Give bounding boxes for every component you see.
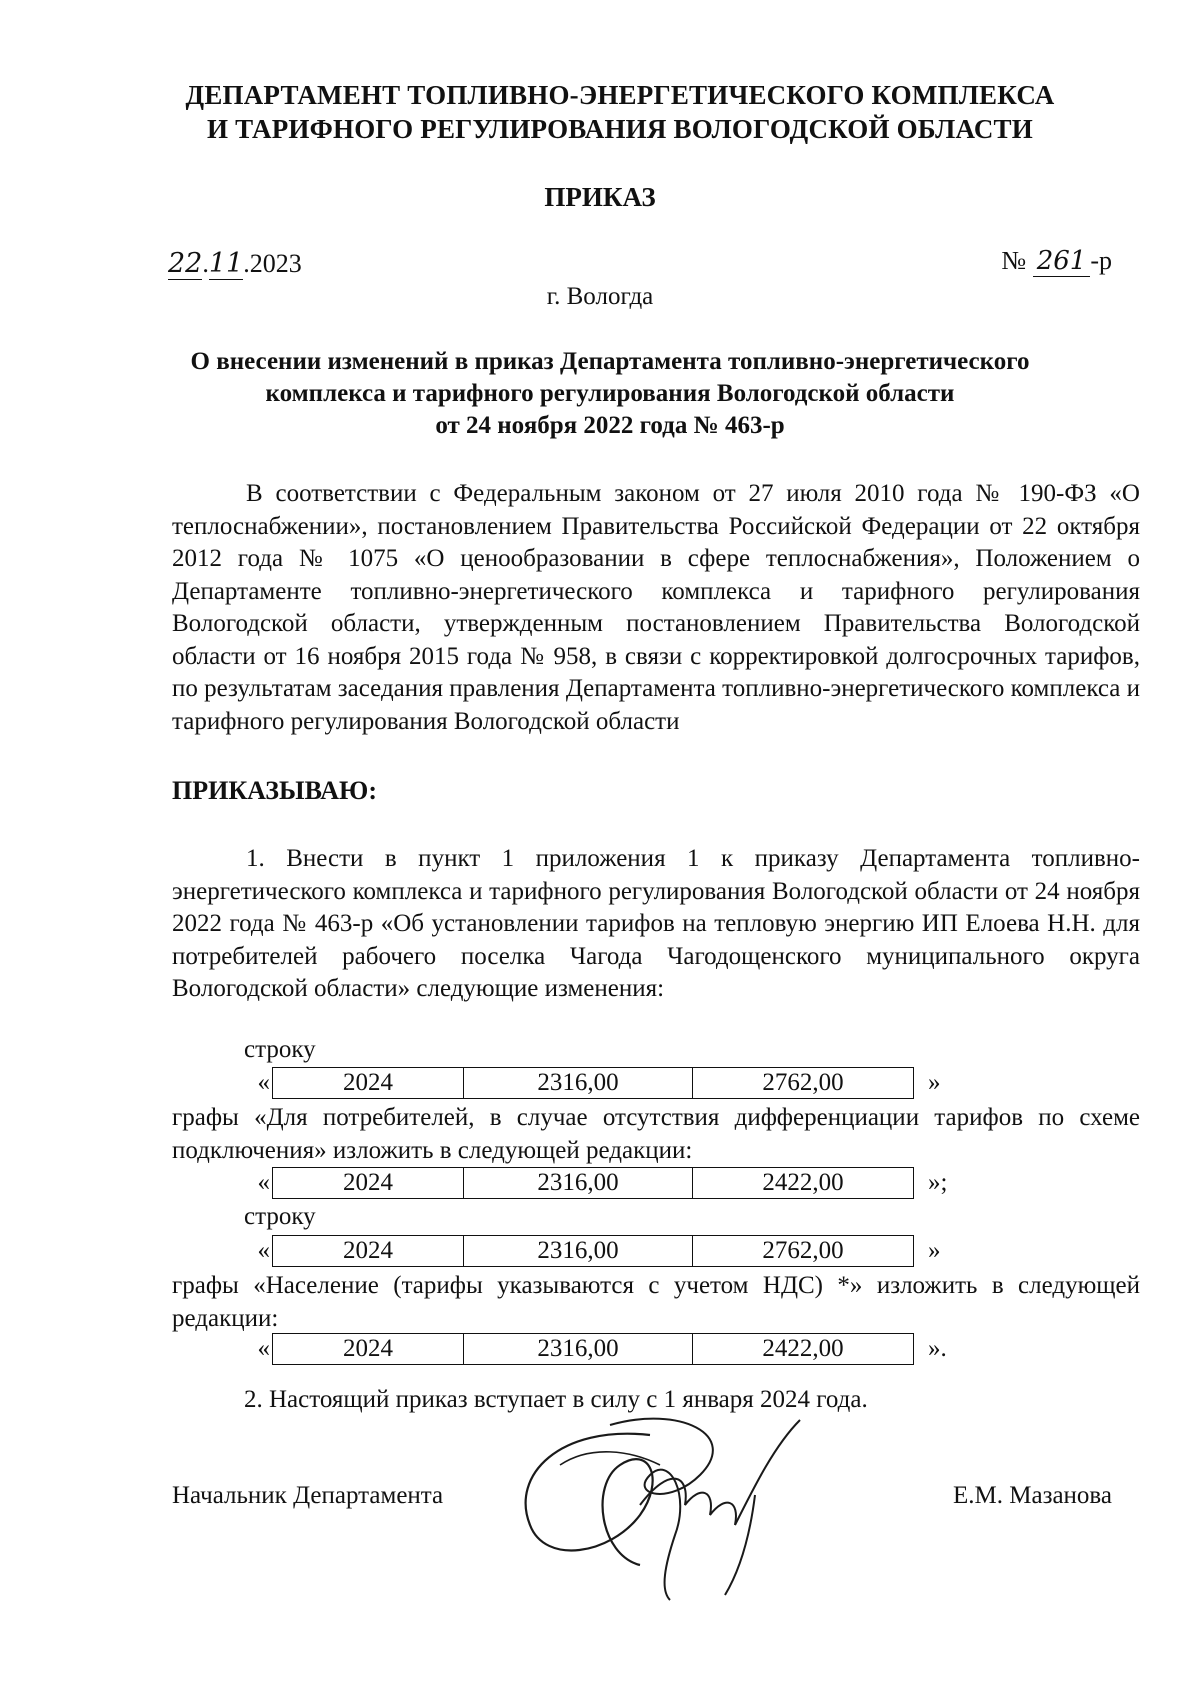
quote-open: «: [257, 1069, 270, 1096]
quote-open: «: [257, 1335, 270, 1362]
item-1-text: 1. Внести в пункт 1 приложения 1 к приказу Департамента топливно-энергетического комплекса и тарифного регулирования Вологодской области от 24 ноября 2022 года № 463-р «Об установлении тарифов на тепловую энергию ИП Елоева Н.Н. для потребителей рабочего поселка Чагода Чагодощенского муниципального округа Вологодской области» следующие изменения:: [172, 845, 1140, 1002]
department-line-2: И ТАРИФНОГО РЕГУЛИРОВАНИЯ ВОЛОГОДСКОЙ ОБЛАСТИ: [207, 114, 1033, 144]
item-1-paragraph: [172, 843, 1140, 1006]
document-type: ПРИКАЗ: [544, 182, 656, 212]
table-row: [252, 1333, 947, 1365]
number-handwritten: 261: [1033, 246, 1091, 277]
cell-year: 2024: [273, 1334, 464, 1364]
subject-line-2: комплекса и тарифного регулирования Вологодской области: [265, 380, 955, 407]
cell-tariff-2: 2762,00: [762, 1069, 844, 1096]
signatory-role: Начальник Департамента: [172, 1482, 444, 1509]
label-stroku-2: строку: [244, 1203, 316, 1230]
cell-tariff-1: 2316,00: [464, 1236, 693, 1266]
cell-tariff-2: 2422,00: [762, 1335, 844, 1362]
subject-line-1: О внесении изменений в приказ Департамента топливно-энергетического: [190, 348, 1030, 375]
quote-close: »;: [928, 1169, 948, 1196]
department-line-1: ДЕПАРТАМЕНТ ТОПЛИВНО-ЭНЕРГЕТИЧЕСКОГО КОМПЛЕКСА: [185, 80, 1055, 110]
table-row: [252, 1067, 941, 1099]
cell-year: 2024: [273, 1236, 464, 1266]
order-subject: [150, 346, 1070, 442]
department-header: [120, 78, 1120, 146]
city: г. Вологда: [546, 283, 654, 310]
table-row: [252, 1235, 941, 1267]
cell-tariff-1: 2316,00: [464, 1068, 693, 1098]
date-month-handwritten: 11: [208, 248, 244, 279]
cell-tariff-2: 2422,00: [762, 1169, 844, 1196]
quote-close: »: [928, 1069, 941, 1096]
number-suffix: -р: [1090, 246, 1112, 275]
cell-year: 2024: [273, 1168, 464, 1198]
date-day-handwritten: 22: [168, 248, 203, 279]
handwritten-signature: [500, 1405, 820, 1605]
preamble-paragraph: [172, 478, 1140, 738]
cell-tariff-1: 2316,00: [464, 1168, 693, 1198]
graphs-2-text: графы «Население (тарифы указываются с учетом НДС) *» изложить в следующей редакции:: [172, 1272, 1140, 1332]
quote-close: ».: [928, 1335, 947, 1362]
label-stroku-1: строку: [244, 1036, 316, 1063]
quote-open: «: [257, 1169, 270, 1196]
quote-close: »: [928, 1237, 941, 1264]
order-word: ПРИКАЗЫВАЮ:: [172, 776, 377, 805]
date-year: .2023: [243, 249, 302, 278]
cell-tariff-2: 2762,00: [762, 1237, 844, 1264]
order-date: 22.11.2023: [168, 248, 302, 279]
signatory-name: Е.М. Мазанова: [953, 1482, 1112, 1509]
subject-line-3: от 24 ноября 2022 года № 463-р: [435, 412, 785, 439]
number-prefix: №: [1001, 246, 1027, 275]
table-row: [252, 1167, 947, 1199]
preamble-text: В соответствии с Федеральным законом от 27 июля 2010 года № 190-ФЗ «О теплоснабжении», постановлением Правительства Российской Федерации от 22 октября 2012 года № 1075 «О ценообразовании в сфере теплоснабжения», Положением о Департаменте топливно-энергетического комплекса и тарифного регулирования Вологодской области, утвержденным постановлением Правительства Вологодской области от 16 ноября 2015 года № 958, в связи с корректировкой долгосрочных тарифов, по результатам заседания правления Департамента топливно-энергетического комплекса и тарифного регулирования Вологодской области: [172, 480, 1140, 735]
cell-year: 2024: [273, 1068, 464, 1098]
graphs-1-text: графы «Для потребителей, в случае отсутствия дифференциации тарифов по схеме подключения» изложить в следующей редакции:: [172, 1104, 1140, 1164]
item-2: 2. Настоящий приказ вступает в силу с 1 января 2024 года.: [244, 1386, 868, 1413]
cell-tariff-1: 2316,00: [464, 1334, 693, 1364]
quote-open: «: [257, 1237, 270, 1264]
order-number: [1001, 246, 1112, 276]
